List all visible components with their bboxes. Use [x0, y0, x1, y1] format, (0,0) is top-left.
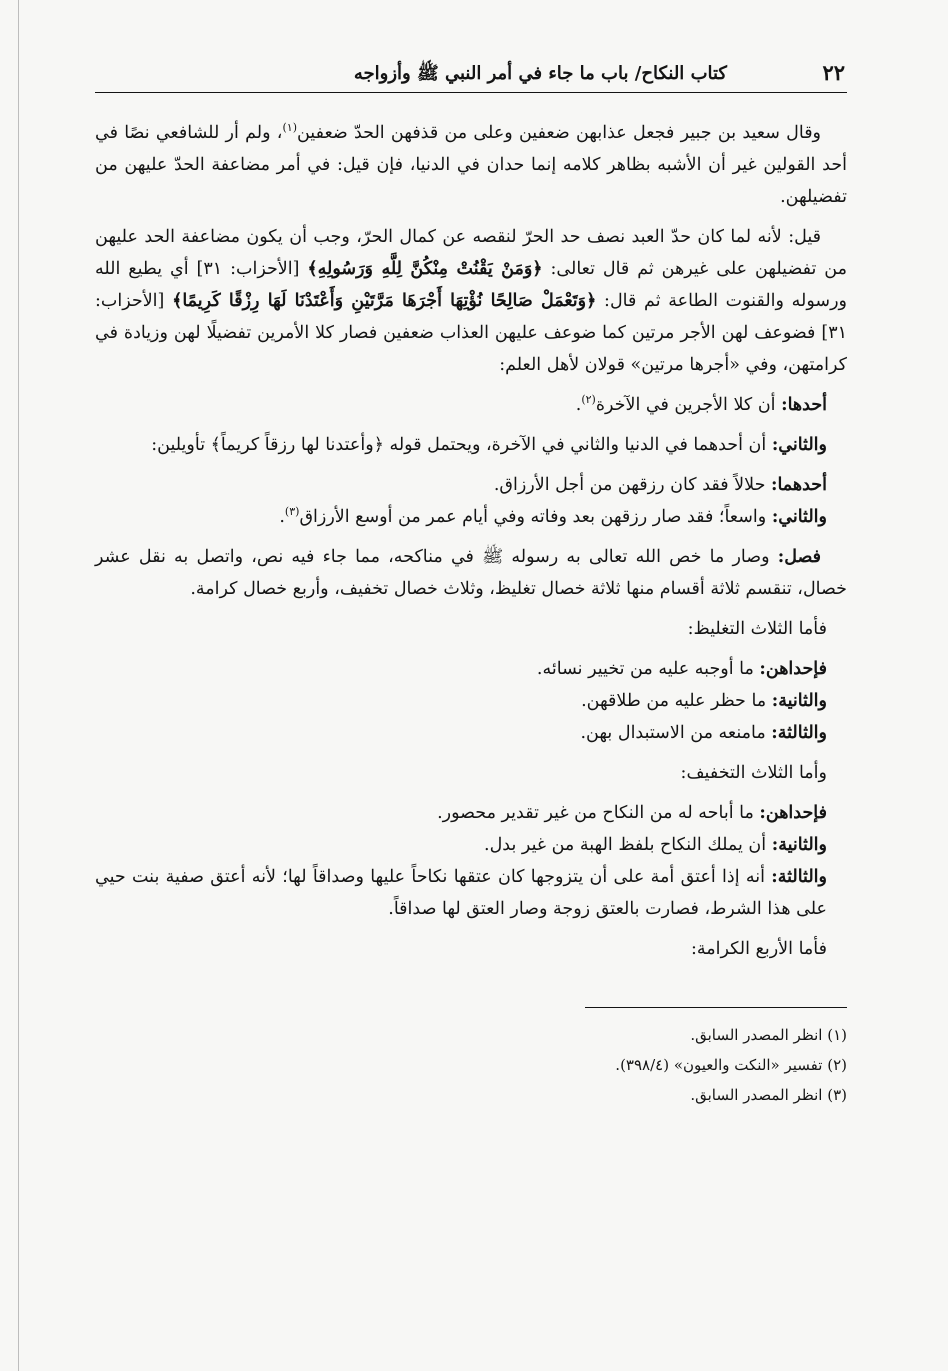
list-item: أحدها: أن كلا الأجرين في الآخرة$^{(٢)}$.	[575, 393, 827, 415]
list-item	[95, 469, 847, 501]
item-text: أنه إذا أعتق أمة على أن يتزوجها كان عتقها نكاحاً عليها وصداقاً لها؛ لأنه أعتق صفية بنت حيي على هذا الشرط، فصارت بالعتق زوجة وصار العتق لها صداقاً.	[95, 867, 827, 919]
list-item: والثاني: واسعاً؛ فقد صار رزقهن بعد وفاته وفي أيام عمر من أوسع الأرزاق$^{(٣)}$.	[279, 505, 827, 527]
page-number: ٢٢	[822, 60, 845, 85]
item-text: أن أحدهما في الدنيا والثاني في الآخرة، ويحتمل قوله ﴿وأعتدنا لها رزقاً كريماً﴾ تأويلين:	[151, 435, 767, 455]
item-label: أحدها:	[781, 395, 827, 415]
item-text: ما أوجبه عليه من تخيير نسائه.	[536, 659, 754, 679]
quran-verse: ﴿وَتَعْمَلْ صَالِحًا نُؤْتِهَا أَجْرَهَا مَرَّتَيْنِ وَأَعْتَدْنَا لَهَا رِزْقًا كَرِيمًا﴾	[172, 291, 597, 311]
footnote-ref-1: (١)	[282, 121, 297, 135]
footnotes	[95, 1020, 847, 1110]
running-header	[95, 58, 847, 93]
list-item	[95, 685, 847, 717]
subheading: فأما الثلاث التغليظ:	[687, 619, 827, 639]
item-label: أحدهما:	[770, 475, 827, 495]
item-text: ما أباحه له من النكاح من غير تقدير محصور.	[437, 803, 754, 823]
text-run: [الأحزاب: ٣١] فضوعف لهن الأجر مرتين كما ضوعف عليهن العذاب ضعفين فصار كلا الأمرين تفضيلًا لهن وزيادة في كرامتهن، وفي «أجرها مرتين» قولان لأهل العلم:	[95, 291, 847, 375]
quran-verse: ﴿وَمَنْ يَقْنُتْ مِنْكُنَّ لِلَّهِ وَرَسُولِهِ﴾	[307, 259, 543, 279]
footnote: (١) انظر المصدر السابق.	[690, 1026, 847, 1044]
chapter-title: كتاب النكاح/ باب ما جاء في أمر النبي ﷺ وأزواجه	[353, 63, 727, 84]
book-page	[95, 58, 847, 1110]
item-label: فإحداهن:	[759, 659, 827, 679]
page-body	[95, 117, 847, 965]
page-gutter-line	[18, 0, 19, 1371]
footnote-ref-3: (٣)	[284, 505, 300, 519]
list-item	[95, 829, 847, 861]
footnote: (٣) انظر المصدر السابق.	[690, 1086, 847, 1104]
item-text: حلالاً فقد كان رزقهن من أجل الأرزاق.	[493, 475, 766, 495]
list-item	[95, 797, 847, 829]
item-text: أن يملك النكاح بلفظ الهبة من غير بدل.	[484, 835, 767, 855]
paragraph-fasl	[95, 541, 847, 605]
text-run: وقال سعيد بن جبير فجعل عذابهن ضعفين وعلى من قذفهن الحدّ ضعفين	[296, 123, 822, 143]
item-text: مامنعه من الاستبدال بهن.	[580, 723, 766, 743]
list-item	[95, 429, 847, 461]
item-text: واسعاً؛ فقد صار رزقهن بعد وفاته وفي أيام عمر من أوسع الأرزاق	[299, 507, 767, 527]
subheading: فأما الأربع الكرامة:	[690, 939, 827, 959]
footnote: (٢) تفسير «النكت والعيون» (٣٩٨/٤).	[615, 1056, 847, 1074]
footnote-ref-2: (٢)	[581, 393, 596, 407]
item-text: ما حظر عليه من طلاقهن.	[581, 691, 767, 711]
list-item	[95, 717, 847, 749]
footnote-separator	[585, 1007, 847, 1008]
subheading: وأما الثلاث التخفيف:	[680, 763, 827, 783]
list-item	[95, 653, 847, 685]
item-text: أن كلا الأجرين في الآخرة	[595, 395, 776, 415]
item-label: والثاني:	[771, 435, 827, 455]
section-text: وصار ما خص الله تعالى به رسوله ﷺ في مناكحه، مما جاء فيه نص، واتصل به نقل عشر خصال، تنقسم ثلاثة أقسام منها ثلاثة خصال تغليظ، وثلاث خصال تخفيف، وأربع خصال كرامة.	[95, 547, 847, 599]
paragraph-said-ibn-jubayr	[95, 117, 847, 213]
list-item	[95, 861, 847, 925]
item-label: والثانية:	[771, 691, 827, 711]
text-run: [الأحزاب: ٣١] أي يطيع الله ورسوله والقنوت الطاعة ثم قال:	[95, 259, 847, 311]
paragraph-qila	[95, 221, 847, 381]
section-label: فصل:	[777, 547, 821, 567]
text-run: ، ولم أر للشافعي نصًا في أحد القولين غير أن الأشبه بظاهر كلامه إنما حدان في الدنيا، فإن قيل: في أمر مضاعفة الحدّ عليهن من تفضيلهن.	[95, 123, 847, 207]
item-label: والثاني:	[771, 507, 827, 527]
item-label: فإحداهن:	[759, 803, 827, 823]
item-label: والثانية:	[771, 835, 827, 855]
item-label: والثالثة:	[771, 723, 827, 743]
item-label: والثالثة:	[771, 867, 827, 887]
text-run: قيل: لأنه لما كان حدّ العبد نصف حد الحرّ لنقصه عن كمال الحرّ، وجب أن يكون مضاعفة الحد عليهن من تفضيلهن على غيرهن ثم قال تعالى:	[95, 227, 847, 279]
